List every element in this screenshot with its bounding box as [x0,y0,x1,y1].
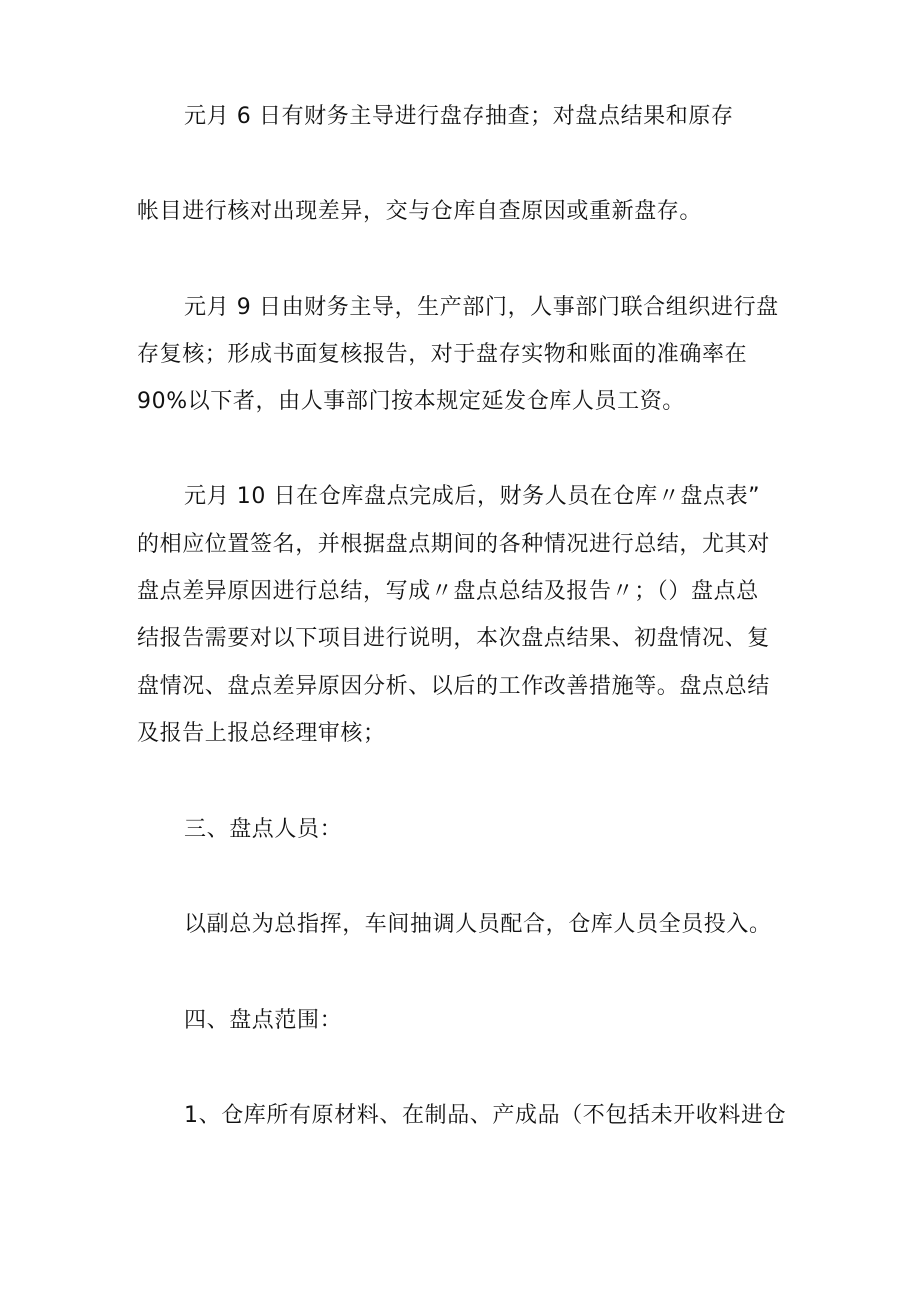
paragraph-1-line-2: 帐目进行核对出现差异，交与仓库自查原因或重新盘存。 [137,199,703,224]
section-heading-scope: 四、盘点范围： [184,1008,343,1033]
paragraph-3-line-6: 及报告上报总经理审核； [137,721,386,746]
paragraph-3-line-4: 结报告需要对以下项目进行说明，本次盘点结果、初盘情况、复 [137,626,770,651]
paragraph-2-line-2: 存复核；形成书面复核报告，对于盘存实物和账面的准确率在 [137,342,748,367]
paragraph-staff: 以副总为总指挥，车间抽调人员配合，仓库人员全员投入。 [184,912,772,937]
paragraph-3-line-3: 盘点差异原因进行总结，写成〃盘点总结及报告〃；（）盘点总 [137,579,759,604]
paragraph-1-line-1: 元月 6 日有财务主导进行盘存抽查；对盘点结果和原存 [184,104,734,129]
paragraph-2-line-1: 元月 9 日由财务主导，生产部门，人事部门联合组织进行盘 [184,295,779,320]
paragraph-3-line-1: 元月 10 日在仓库盘点完成后，财务人员在仓库〃盘点表” [184,484,761,509]
paragraph-2-line-3: 90%以下者，由人事部门按本规定延发仓库人员工资。 [137,389,685,414]
scope-item-1: 1、仓库所有原材料、在制品、产成品（不包括未开收料进仓 [184,1103,787,1128]
paragraph-3-line-5: 盘情况、盘点差异原因分析、以后的工作改善措施等。盘点总结 [137,674,770,699]
section-heading-staff: 三、盘点人员： [184,817,343,842]
paragraph-3-line-2: 的相应位置签名，并根据盘点期间的各种情况进行总结，尤其对 [137,532,770,557]
